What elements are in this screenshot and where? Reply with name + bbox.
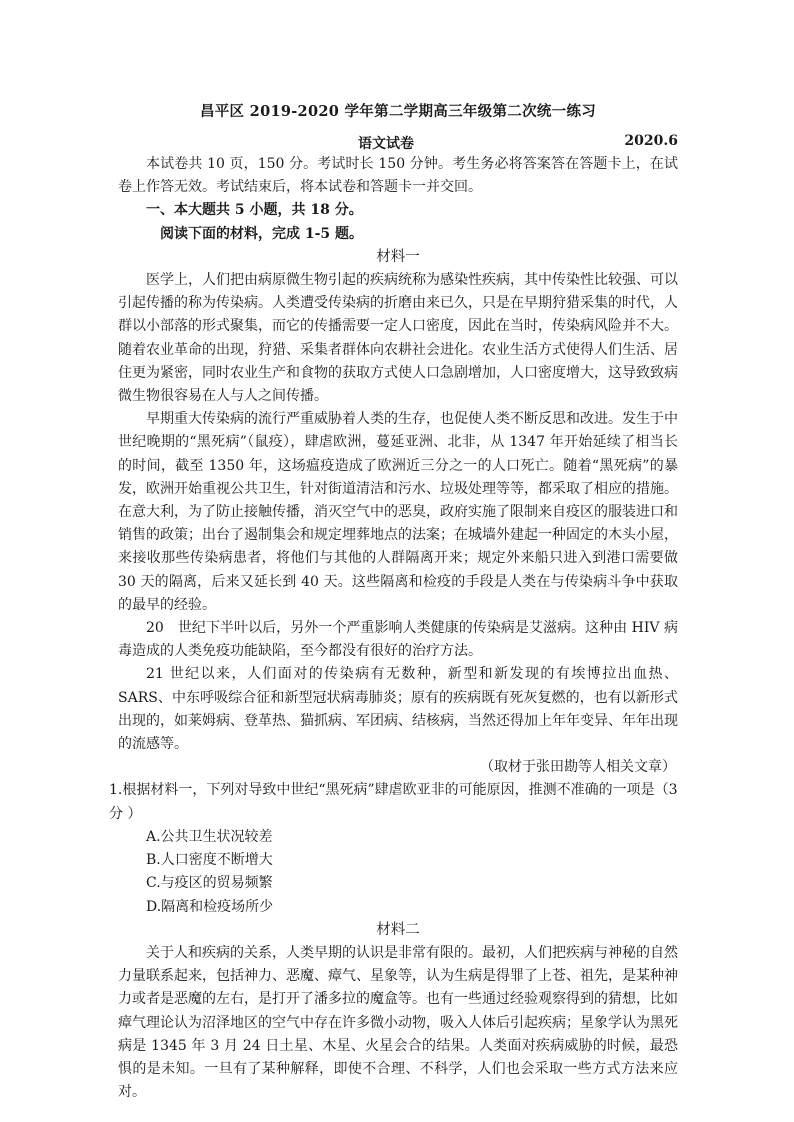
subject-label: 语文试卷 xyxy=(358,136,414,152)
section-heading: 一、本大题共 5 小题，共 18 分。 xyxy=(146,202,363,219)
material-two-heading: 材料二 xyxy=(376,921,420,938)
material-one-source: （取材于张田勘等人相关文章） xyxy=(480,759,676,776)
material-two-paragraph: 关于人和疾病的关系，人类早期的认识是非常有限的。最初，人们把疾病与神秘的自然力量联系起来，包括神力、恶魔、瘴气、星象等，认为生病是得罪了上苍、祖先，是某种神力或者是恶魔的左右，是打开了潘多拉的魔盒等。也有一些通过经验观察得到的猜想，比如瘴气理论认为沼泽地区的空气中存在许多微小动物，吸入人体后引起疾病；星象学认为黑死病是 1345 年 3 月 24 日土星、木星、火星会合的结果。人类面对疾病威胁的时候，最恐惧的是未知。一旦有了某种解释，即使不合理、不科学，人们也会采取一些方式方法来应对。 xyxy=(118,944,678,1101)
material-one-paragraph: 医学上，人们把由病原微生物引起的疾病统称为感染性疾病，其中传染性比较强、可以引起传播的称为传染病。人类遭受传染病的折磨由来已久，只是在早期狩猎采集的时代，人群以小部落的形式聚集，而它的传播需要一定人口密度，因此在当时，传染病风险并不大。随着农业革命的出现，狩猎、采集者群体向农耕社会进化。农业生活方式使得人们生活、居住更为紧密，同时农业生产和食物的获取方式使人口急剧增加，人口密度增大，这导致致病微生物很容易在人与人之间传播。 xyxy=(118,272,678,405)
section-instruction: 阅读下面的材料，完成 1-5 题。 xyxy=(160,225,364,242)
exam-page xyxy=(109,100,678,1104)
material-one-paragraph: 21 世纪以来，人们面对的传染病有无数种，新型和新发现的有埃博拉出血热、SARS、中东呼吸综合征和新型冠状病毒肺炎；原有的疾病既有死灰复燃的，也有以新形式出现的，如莱姆病、登革热、猫抓病、军团病、结核病，当然还得加上年年变异、年年出现的流感等。 xyxy=(118,666,678,753)
subject-row xyxy=(118,133,678,151)
question-1-option-b: B.人口密度不断增大 xyxy=(146,852,273,869)
material-one-heading: 材料一 xyxy=(376,248,420,265)
question-1-option-a: A.公共卫生状况较差 xyxy=(146,828,273,845)
exam-date: 2020.6 xyxy=(624,133,678,149)
question-1-option-d: D.隔离和检疫场所少 xyxy=(146,898,274,915)
exam-instructions: 本试卷共 10 页，150 分。考试时长 150 分钟。考生务必将答案答在答题卡上，在试卷上作答无效。考试结束后，将本试卷和答题卡一并交回。 xyxy=(118,156,678,196)
question-1-option-c: C.与疫区的贸易频繁 xyxy=(146,875,273,892)
material-one-paragraph: 20 世纪下半叶以后，另外一个严重影响人类健康的传染病是艾滋病。这种由 HIV 病毒造成的人类免疫功能缺陷，至今都没有很好的治疗方法。 xyxy=(118,620,678,660)
exam-title: 昌平区 2019-2020 学年第二学期高三年级第二次统一练习 xyxy=(199,103,597,120)
question-1-stem: 1.根据材料一，下列对导致中世纪“黑死病”肆虐欧亚非的可能原因，推测不准确的一项是（3 分 ） xyxy=(109,782,678,822)
material-one-paragraph: 早期重大传染病的流行严重威胁着人类的生存，也促使人类不断反思和改进。发生于中世纪晚期的“黑死病”（鼠疫），肆虐欧洲，蔓延亚洲、北非，从 1347 年开始延续了相当长的时间，截至 1350 年，这场瘟疫造成了欧洲近三分之一的人口死亡。随着“黑死病”的暴发，欧洲开始重视公共卫生，针对街道清洁和污水、垃圾处理等等，都采取了相应的措施。在意大利，为了防止接触传播，消灭空气中的恶臭，政府实施了限制来自疫区的服装进口和销售的政策；出台了遏制集会和规定埋葬地点的法案；在城墙外建起一种固定的木头小屋，来接收那些传染病患者，将他们与其他的人群隔离开来；规定外来船只进入到港口需要做 30 天的隔离，后来又延长到 40 天。这些隔离和检疫的手段是人类在与传染病斗争中获取的最早的经验。 xyxy=(118,411,678,613)
